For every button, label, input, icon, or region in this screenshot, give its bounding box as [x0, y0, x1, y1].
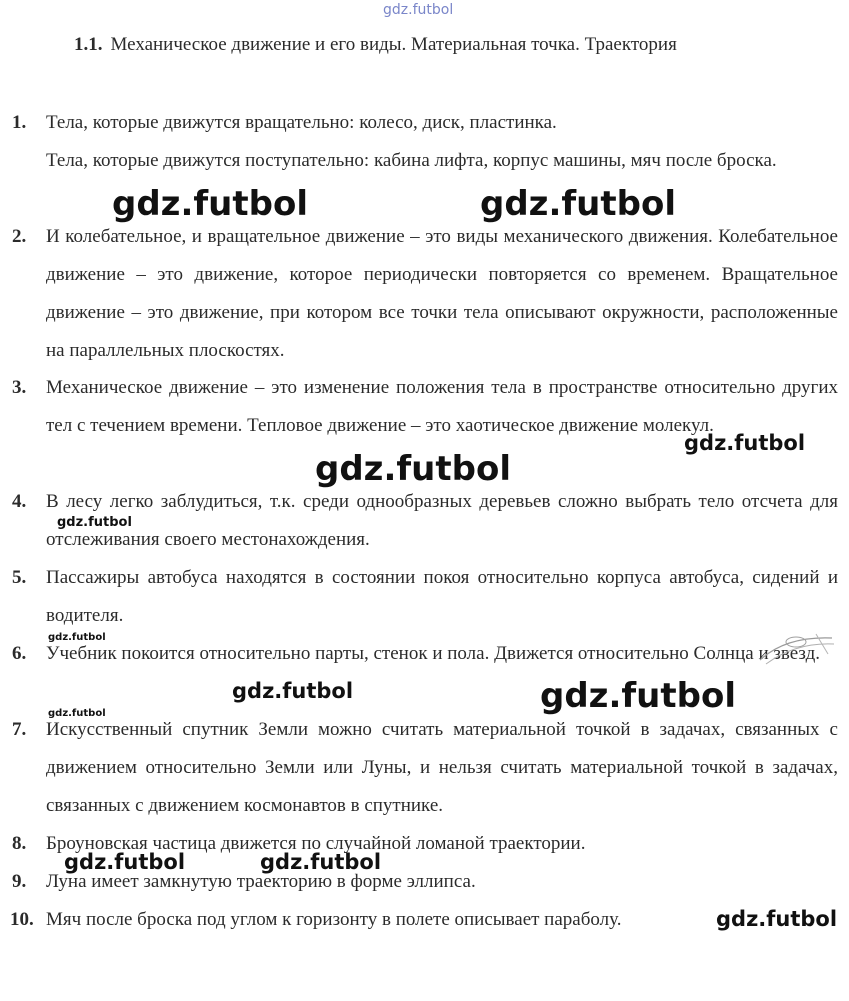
- item-paragraph: Искусственный спутник Земли можно считать материальной точкой в задачах, связанных с движением относительно Земли или Луны, и нельзя считать материальной точкой в задачах, связанных с движением космонавтов в спутнике.: [46, 719, 838, 816]
- watermark: gdz.futbol: [260, 850, 382, 874]
- section-title: Механическое движение и его виды. Материальная точка. Траектория: [110, 34, 677, 55]
- item-paragraph: Пассажиры автобуса находятся в состоянии покоя относительно корпуса автобуса, сидений и водителя.: [46, 567, 838, 626]
- item-paragraph: Луна имеет замкнутую траекторию в форме эллипса.: [46, 871, 476, 892]
- section-number: 1.1.: [74, 34, 103, 55]
- item-number: 9.: [12, 871, 27, 892]
- watermark: gdz.futbol: [48, 708, 106, 719]
- watermark: gdz.futbol: [48, 632, 106, 643]
- watermark: gdz.futbol: [480, 184, 676, 224]
- item-paragraph: Броуновская частица движется по случайной ломаной траектории.: [46, 833, 586, 854]
- stamp-mark: [756, 630, 836, 670]
- item-paragraph: Учебник покоится относительно парты, стенок и пола. Движется относительно Солнца и звезд.: [46, 643, 820, 664]
- watermark: gdz.futbol: [540, 676, 736, 716]
- watermark: gdz.futbol: [315, 449, 511, 489]
- section-heading: [74, 34, 677, 56]
- item-paragraph: Тела, которые движутся поступательно: кабина лифта, корпус машины, мяч после броска.: [46, 150, 777, 171]
- item-text: [46, 104, 838, 180]
- item-text: [46, 711, 838, 825]
- item-text: [46, 635, 838, 673]
- item-paragraph: Механическое движение – это изменение положения тела в пространстве относительно других тел с течением времени. Тепловое движение – это хаотическое движение молекул.: [46, 377, 838, 436]
- item-text: [46, 559, 838, 635]
- watermark: gdz.futbol: [57, 515, 132, 530]
- item-paragraph: В лесу легко заблудиться, т.к. среди однообразных деревьев сложно выбрать тело отсчета для отслеживания своего местонахождения.: [46, 491, 838, 550]
- watermark: gdz.futbol: [232, 679, 354, 703]
- item-text: [46, 218, 838, 370]
- item-number: 8.: [12, 833, 27, 854]
- watermark: gdz.futbol: [684, 431, 806, 455]
- item-number: 3.: [12, 377, 27, 398]
- item-paragraph: Мяч после броска под углом к горизонту в полете описывает параболу.: [46, 909, 622, 930]
- item-paragraph: Тела, которые движутся вращательно: колесо, диск, пластинка.: [46, 112, 557, 133]
- item-number: 4.: [12, 491, 27, 512]
- item-number: 1.: [12, 112, 27, 133]
- item-number: 10.: [10, 909, 34, 930]
- watermark: gdz.futbol: [716, 907, 838, 931]
- watermark: gdz.futbol: [64, 850, 186, 874]
- item-number: 7.: [12, 719, 27, 740]
- item-paragraph: И колебательное, и вращательное движение – это виды механического движения. Колебательное движение – это движение, которое периодически повторяется со временем. Вращательное движение – это движение, при котором все точки тела описывают окружности, расположенные на параллельных плоскостях.: [46, 226, 838, 361]
- item-text: [46, 483, 838, 559]
- item-number: 6.: [12, 643, 27, 664]
- item-number: 2.: [12, 226, 27, 247]
- header-watermark: gdz.futbol: [383, 2, 454, 18]
- item-number: 5.: [12, 567, 27, 588]
- watermark: gdz.futbol: [112, 184, 308, 224]
